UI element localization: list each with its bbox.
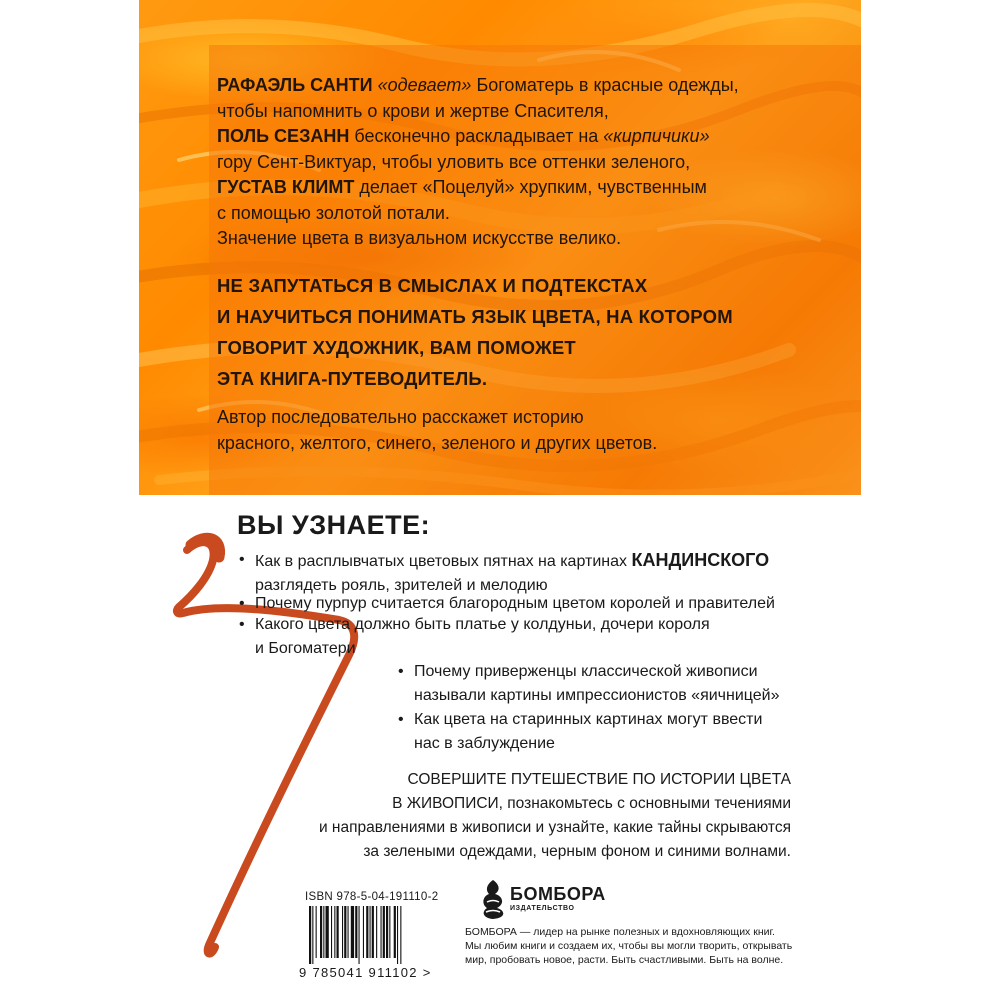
barcode-bar — [309, 906, 311, 964]
learn-heading: ВЫ УЗНАЕТЕ: — [237, 510, 431, 540]
closing-paragraph — [319, 768, 791, 864]
intro-line: чтобы напомнить о крови и жертве Спасителя, — [217, 100, 609, 121]
blurb-line: БОМБОРА — лидер на рынке полезных и вдохновляющих книг. — [465, 926, 775, 938]
learn-item: • Почему пурпур считается благородным цветом королей и правителей — [255, 592, 775, 616]
emphasis-line: НЕ ЗАПУТАТЬСЯ В СМЫСЛАХ И ПОДТЕКСТАХ — [217, 275, 648, 296]
intro-line: гору Сент-Виктуар, чтобы уловить все оттенки зеленого, — [217, 151, 691, 172]
closing-line: В ЖИВОПИСИ, познакомьтесь с основными течениями — [392, 795, 791, 812]
barcode-bar — [320, 906, 322, 958]
barcode-bar — [344, 906, 346, 958]
barcode-bar — [370, 906, 371, 958]
bullet-icon: • — [398, 711, 404, 728]
orange-paint-texture — [139, 0, 861, 495]
barcode-bar — [400, 906, 401, 964]
closing-line: за зелеными одеждами, черным фоном и синими волнами. — [363, 843, 791, 860]
author-line: Автор последовательно расскажет историю — [217, 407, 584, 427]
intro-line: ГУСТАВ КЛИМТ делает «Поцелуй» хрупким, чувственным — [217, 177, 707, 197]
publisher-subtitle: ИЗДАТЕЛЬСТВО — [510, 905, 575, 912]
barcode-bar — [389, 906, 390, 958]
barcode-bar — [337, 906, 339, 958]
barcode-bar — [376, 906, 377, 958]
barcode-bar — [312, 906, 313, 964]
barcode-bar — [351, 906, 354, 958]
emphasis-line: И НАУЧИТЬСЯ ПОНИМАТЬ ЯЗЫК ЦВЕТА, НА КОТОРОМ — [217, 306, 733, 327]
barcode-bar — [342, 906, 343, 958]
bullet-icon: • — [239, 595, 245, 612]
learn-item: • Какого цвета должно быть платье у колдуньи, дочери короля и Богоматери — [255, 613, 710, 661]
wave-logo-icon — [479, 878, 507, 920]
blurb-line: мир, пробовать новое, расти. Быть счастливыми. Быть на волне. — [465, 954, 784, 966]
barcode-bar — [323, 906, 324, 958]
barcode-bar — [397, 906, 398, 964]
intro-paragraph — [217, 73, 837, 252]
publisher-logo — [479, 878, 606, 922]
emphasis-line: ЭТА КНИГА-ПУТЕВОДИТЕЛЬ. — [217, 368, 488, 389]
barcode-bar — [316, 906, 317, 958]
isbn-label: ISBN 978-5-04-191110-2 — [305, 891, 439, 903]
publisher-blurb — [465, 925, 795, 967]
barcode-bar — [383, 906, 385, 958]
intro-line: ПОЛЬ СЕЗАНН бесконечно раскладывает на «кирпичики» — [217, 126, 710, 146]
closing-line: и направлениями в живописи и узнайте, какие тайны скрываются — [318, 819, 791, 836]
bullet-icon: • — [239, 551, 245, 568]
barcode-bar — [359, 906, 360, 964]
author-paragraph — [217, 405, 837, 456]
learn-item: • Как цвета на старинных картинах могут ввести нас в заблуждение — [414, 708, 762, 756]
barcode-bar — [363, 906, 364, 958]
barcode — [305, 906, 445, 964]
closing-line: СОВЕРШИТЕ ПУТЕШЕСТВИЕ ПО ИСТОРИИ ЦВЕТА — [407, 771, 791, 788]
emphasis-line: ГОВОРИТ ХУДОЖНИК, ВАМ ПОМОЖЕТ — [217, 337, 576, 358]
barcode-bar — [348, 906, 349, 958]
isbn-digits: 9 785041 911102 > — [299, 965, 432, 980]
blurb-line: Мы любим книги и создаем их, чтобы вы могли творить, открывать — [465, 940, 793, 952]
intro-line: Значение цвета в визуальном искусстве велико. — [217, 228, 622, 248]
emphasis-paragraph — [217, 270, 837, 394]
bullet-icon: • — [398, 663, 404, 680]
barcode-bar — [334, 906, 335, 958]
barcode-bar — [355, 906, 357, 958]
barcode-bar — [381, 906, 382, 958]
learn-item: • Как в расплывчатых цветовых пятнах на картинах КАНДИНСКОГО разглядеть рояль, зрителей и мелодию — [239, 550, 770, 594]
barcode-bar — [372, 906, 374, 958]
intro-line: с помощью золотой потали. — [217, 202, 450, 223]
barcode-bar — [386, 906, 388, 958]
author-line: красного, желтого, синего, зеленого и других цветов. — [217, 432, 658, 453]
barcode-bar — [366, 906, 368, 958]
publisher-name: БОМБОРА — [510, 884, 606, 904]
barcode-bar — [326, 906, 329, 958]
book-back-cover — [139, 0, 861, 1000]
barcode-bar — [331, 906, 332, 958]
intro-line: РАФАЭЛЬ САНТИ «одевает» Богоматерь в красные одежды, — [217, 75, 739, 95]
learn-item: • Почему приверженцы классической живописи называли картины импрессионистов «яичницей» — [414, 660, 780, 708]
barcode-bar — [394, 906, 396, 958]
bullet-icon: • — [239, 616, 245, 633]
